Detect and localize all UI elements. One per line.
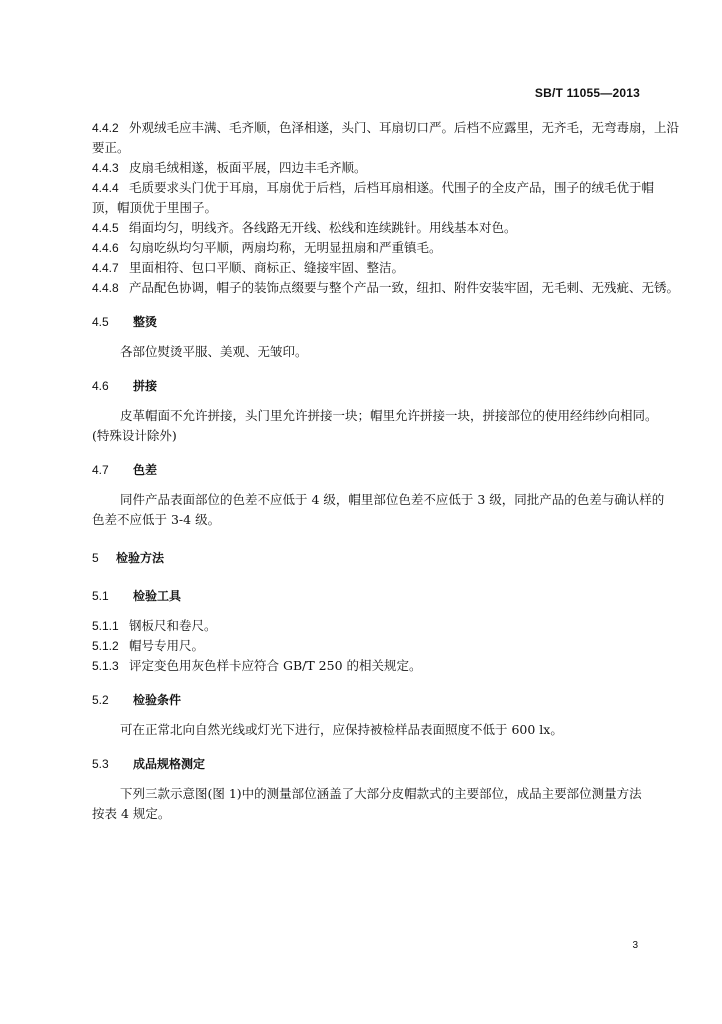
clause-text: 帽号专用尺。 [129,638,205,653]
section-text: 各部位熨烫平服、美观、无皱印。 [120,344,308,359]
clause-number: 4.4.4 [92,181,119,195]
clause-number: 5.1.1 [92,619,119,633]
clause-4-4-5 [92,218,652,238]
section-text: 同件产品表面部位的色差不应低于 4 级，帽里部位色差不应低于 3 级，同批产品的色差与确认样的 [120,492,665,507]
clause-4-4-2-cont: 要正。 [92,140,130,155]
clause-4-4-2 [92,118,680,138]
clause-number: 5.1.2 [92,639,119,653]
clause-text: 钢板尺和卷尺。 [129,618,217,633]
clause-number: 4.4.8 [92,281,119,295]
clause-number: 5.1.3 [92,659,119,673]
section-heading-4-5 [92,312,652,332]
section-heading-4-7 [92,460,652,480]
section-text: 皮革帽面不允许拼接，头门里允许拼接一块；帽里允许拼接一块，拼接部位的使用经纬纱向相同。 [120,408,658,423]
clause-5-1-2 [92,636,652,656]
clause-text: 皮扇毛绒相遂，板面平展，四边丰毛齐顺。 [129,160,367,175]
section-number: 5.2 [92,693,109,707]
clause-text: 绢面均匀，明线齐。各线路无开线、松线和连续跳针。用线基本对色。 [129,220,517,235]
clause-5-1-1 [92,616,652,636]
clause-4-4-4-cont: 顶，帽顶优于里围子。 [92,200,218,215]
section-title: 成品规格测定 [133,757,206,771]
document-body [92,118,680,824]
clause-text: 产品配色协调，帽子的装饰点缀要与整个产品一致，纽扣、附件安装牢固，无毛刺、无残疵、无锈。 [129,280,680,295]
section-title: 检验工具 [133,589,182,603]
clause-number: 4.4.3 [92,161,119,175]
chapter-title: 检验方法 [116,551,165,565]
clause-5-1-3 [92,656,652,676]
chapter-number: 5 [92,551,99,565]
page-number: 3 [632,940,638,951]
clause-4-4-7 [92,258,652,278]
section-text-cont: 按表 4 规定。 [92,806,171,821]
section-number: 4.6 [92,379,109,393]
clause-4-4-4 [92,178,655,198]
clause-text: 评定变色用灰色样卡应符合 GB/T 250 的相关规定。 [129,658,422,673]
section-title: 色差 [133,463,158,477]
clause-4-4-6 [92,238,652,258]
clause-number: 4.4.5 [92,221,119,235]
clause-number: 4.4.7 [92,261,119,275]
section-heading-5-2 [92,690,652,710]
section-number: 4.7 [92,463,109,477]
clause-text: 外观绒毛应丰满、毛齐顺，色泽相遂，头门、耳扇切口严。后档不应露里，无齐毛，无弯毒扇，上沿 [129,120,680,135]
chapter-heading-5 [92,548,652,568]
section-text: 可在正常北向自然光线或灯光下进行，应保持被检样品表面照度不低于 600 lx。 [120,722,563,737]
section-text-cont: 色差不应低于 3-4 级。 [92,512,221,527]
section-number: 5.1 [92,589,109,603]
section-number: 5.3 [92,757,109,771]
standard-code: SB/T 11055—2013 [534,86,640,100]
section-title: 检验条件 [133,693,182,707]
clause-4-4-3 [92,158,652,178]
section-title: 整烫 [133,315,158,329]
section-text-cont: (特殊设计除外) [92,428,177,443]
clause-text: 里面相符、包口平顺、商标正、缝接牢固、整洁。 [129,260,405,275]
clause-4-4-8 [92,278,680,298]
section-heading-4-6 [92,376,652,396]
section-title: 拼接 [133,379,158,393]
section-text: 下列三款示意图(图 1)中的测量部位涵盖了大部分皮帽款式的主要部位，成品主要部位测量方法 [120,786,642,801]
clause-text: 勾扇吃纵均匀平顺，两扇均称，无明显扭扇和严重镇毛。 [129,240,442,255]
section-number: 4.5 [92,315,109,329]
clause-number: 4.4.2 [92,121,119,135]
clause-number: 4.4.6 [92,241,119,255]
section-heading-5-3 [92,754,652,774]
clause-text: 毛质要求头门优于耳扇，耳扇优于后档，后档耳扇相遂。代围子的全皮产品，围子的绒毛优于帽 [129,180,655,195]
section-heading-5-1 [92,586,652,606]
